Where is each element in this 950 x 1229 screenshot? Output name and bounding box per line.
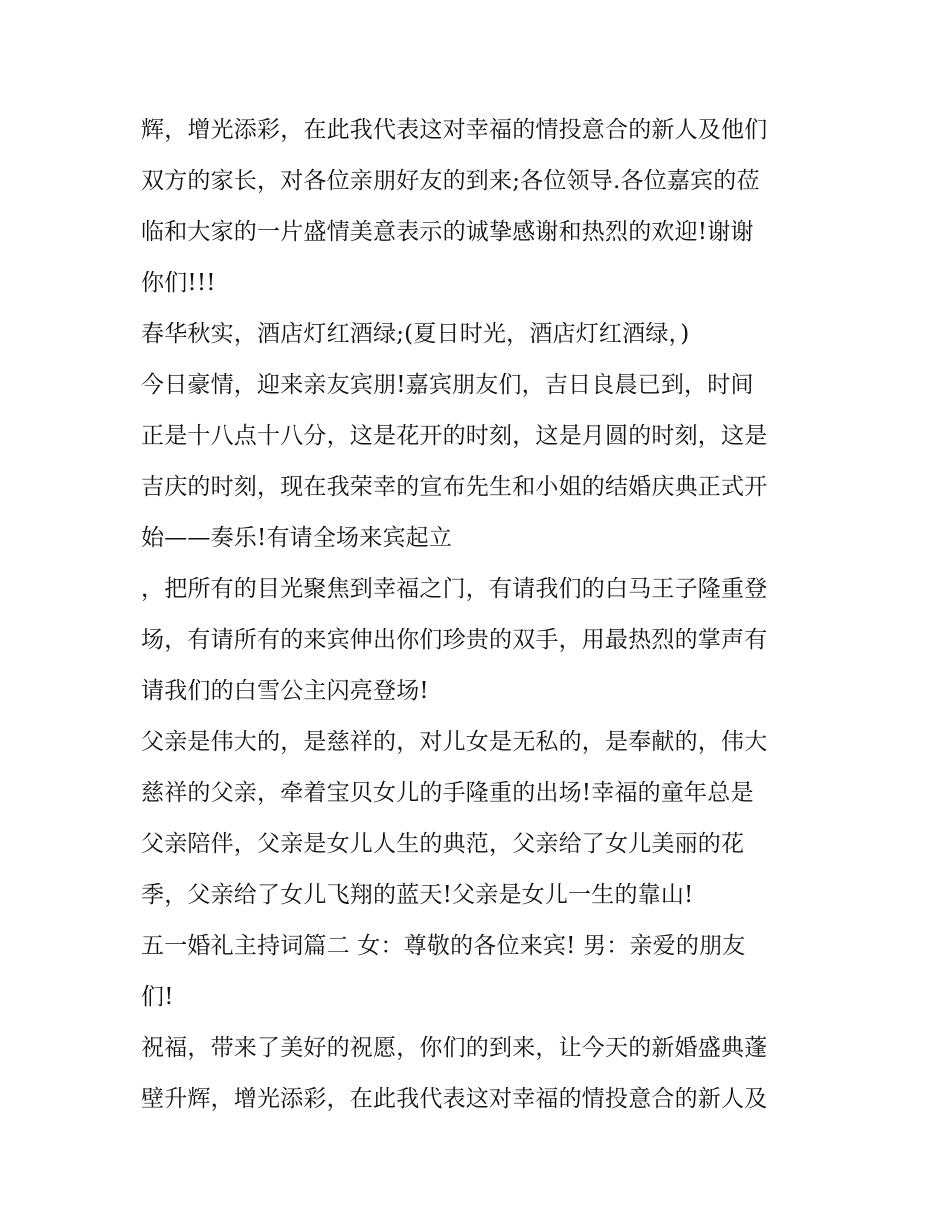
text-line: ，把所有的目光聚焦到幸福之门，有请我们的白马王子隆重登 — [141, 576, 768, 602]
text-line: 请我们的白雪公主闪亮登场! — [141, 678, 429, 704]
text-line: 双方的家长，对各位亲朋好友的到来;各位领导.各位嘉宾的莅 — [141, 168, 760, 194]
text-line: 辉，增光添彩，在此我代表这对幸福的情投意合的新人及他们 — [141, 117, 768, 143]
text-line: 正是十八点十八分，这是花开的时刻，这是月圆的时刻，这是 — [141, 423, 768, 449]
text-line: 春华秋实，酒店灯红酒绿;(夏日时光，酒店灯红酒绿，) — [141, 321, 690, 347]
text-line: 五一婚礼主持词篇二 女：尊敬的各位来宾! 男：亲爱的朋友 — [141, 933, 746, 959]
text-line: 场，有请所有的来宾伸出你们珍贵的双手，用最热烈的掌声有 — [141, 627, 768, 653]
text-line: 今日豪情，迎来亲友宾朋!嘉宾朋友们，吉日良晨已到，时间 — [141, 372, 754, 398]
text-line: 父亲陪伴，父亲是女儿人生的典范，父亲给了女儿美丽的花 — [141, 831, 745, 857]
text-line: 临和大家的一片盛情美意表示的诚挚感谢和热烈的欢迎!谢谢 — [141, 219, 754, 245]
text-line: 吉庆的时刻，现在我荣幸的宣布先生和小姐的结婚庆典正式开 — [141, 474, 768, 500]
document-body — [141, 105, 831, 1125]
text-line: 壁升辉，增光添彩，在此我代表这对幸福的情投意合的新人及 — [141, 1086, 768, 1112]
text-line: 你们!!! — [141, 270, 216, 296]
text-line: 祝福，带来了美好的祝愿，你们的到来，让今天的新婚盛典蓬 — [141, 1035, 768, 1061]
text-line: 季，父亲给了女儿飞翔的蓝天!父亲是女儿一生的靠山! — [141, 882, 694, 908]
text-line: 慈祥的父亲，牵着宝贝女儿的手隆重的出场!幸福的童年总是 — [141, 780, 754, 806]
text-line: 们! — [141, 984, 174, 1010]
text-line: 始——奏乐!有请全场来宾起立 — [141, 525, 453, 551]
text-line: 父亲是伟大的，是慈祥的，对儿女是无私的，是奉献的，伟大 — [141, 729, 768, 755]
